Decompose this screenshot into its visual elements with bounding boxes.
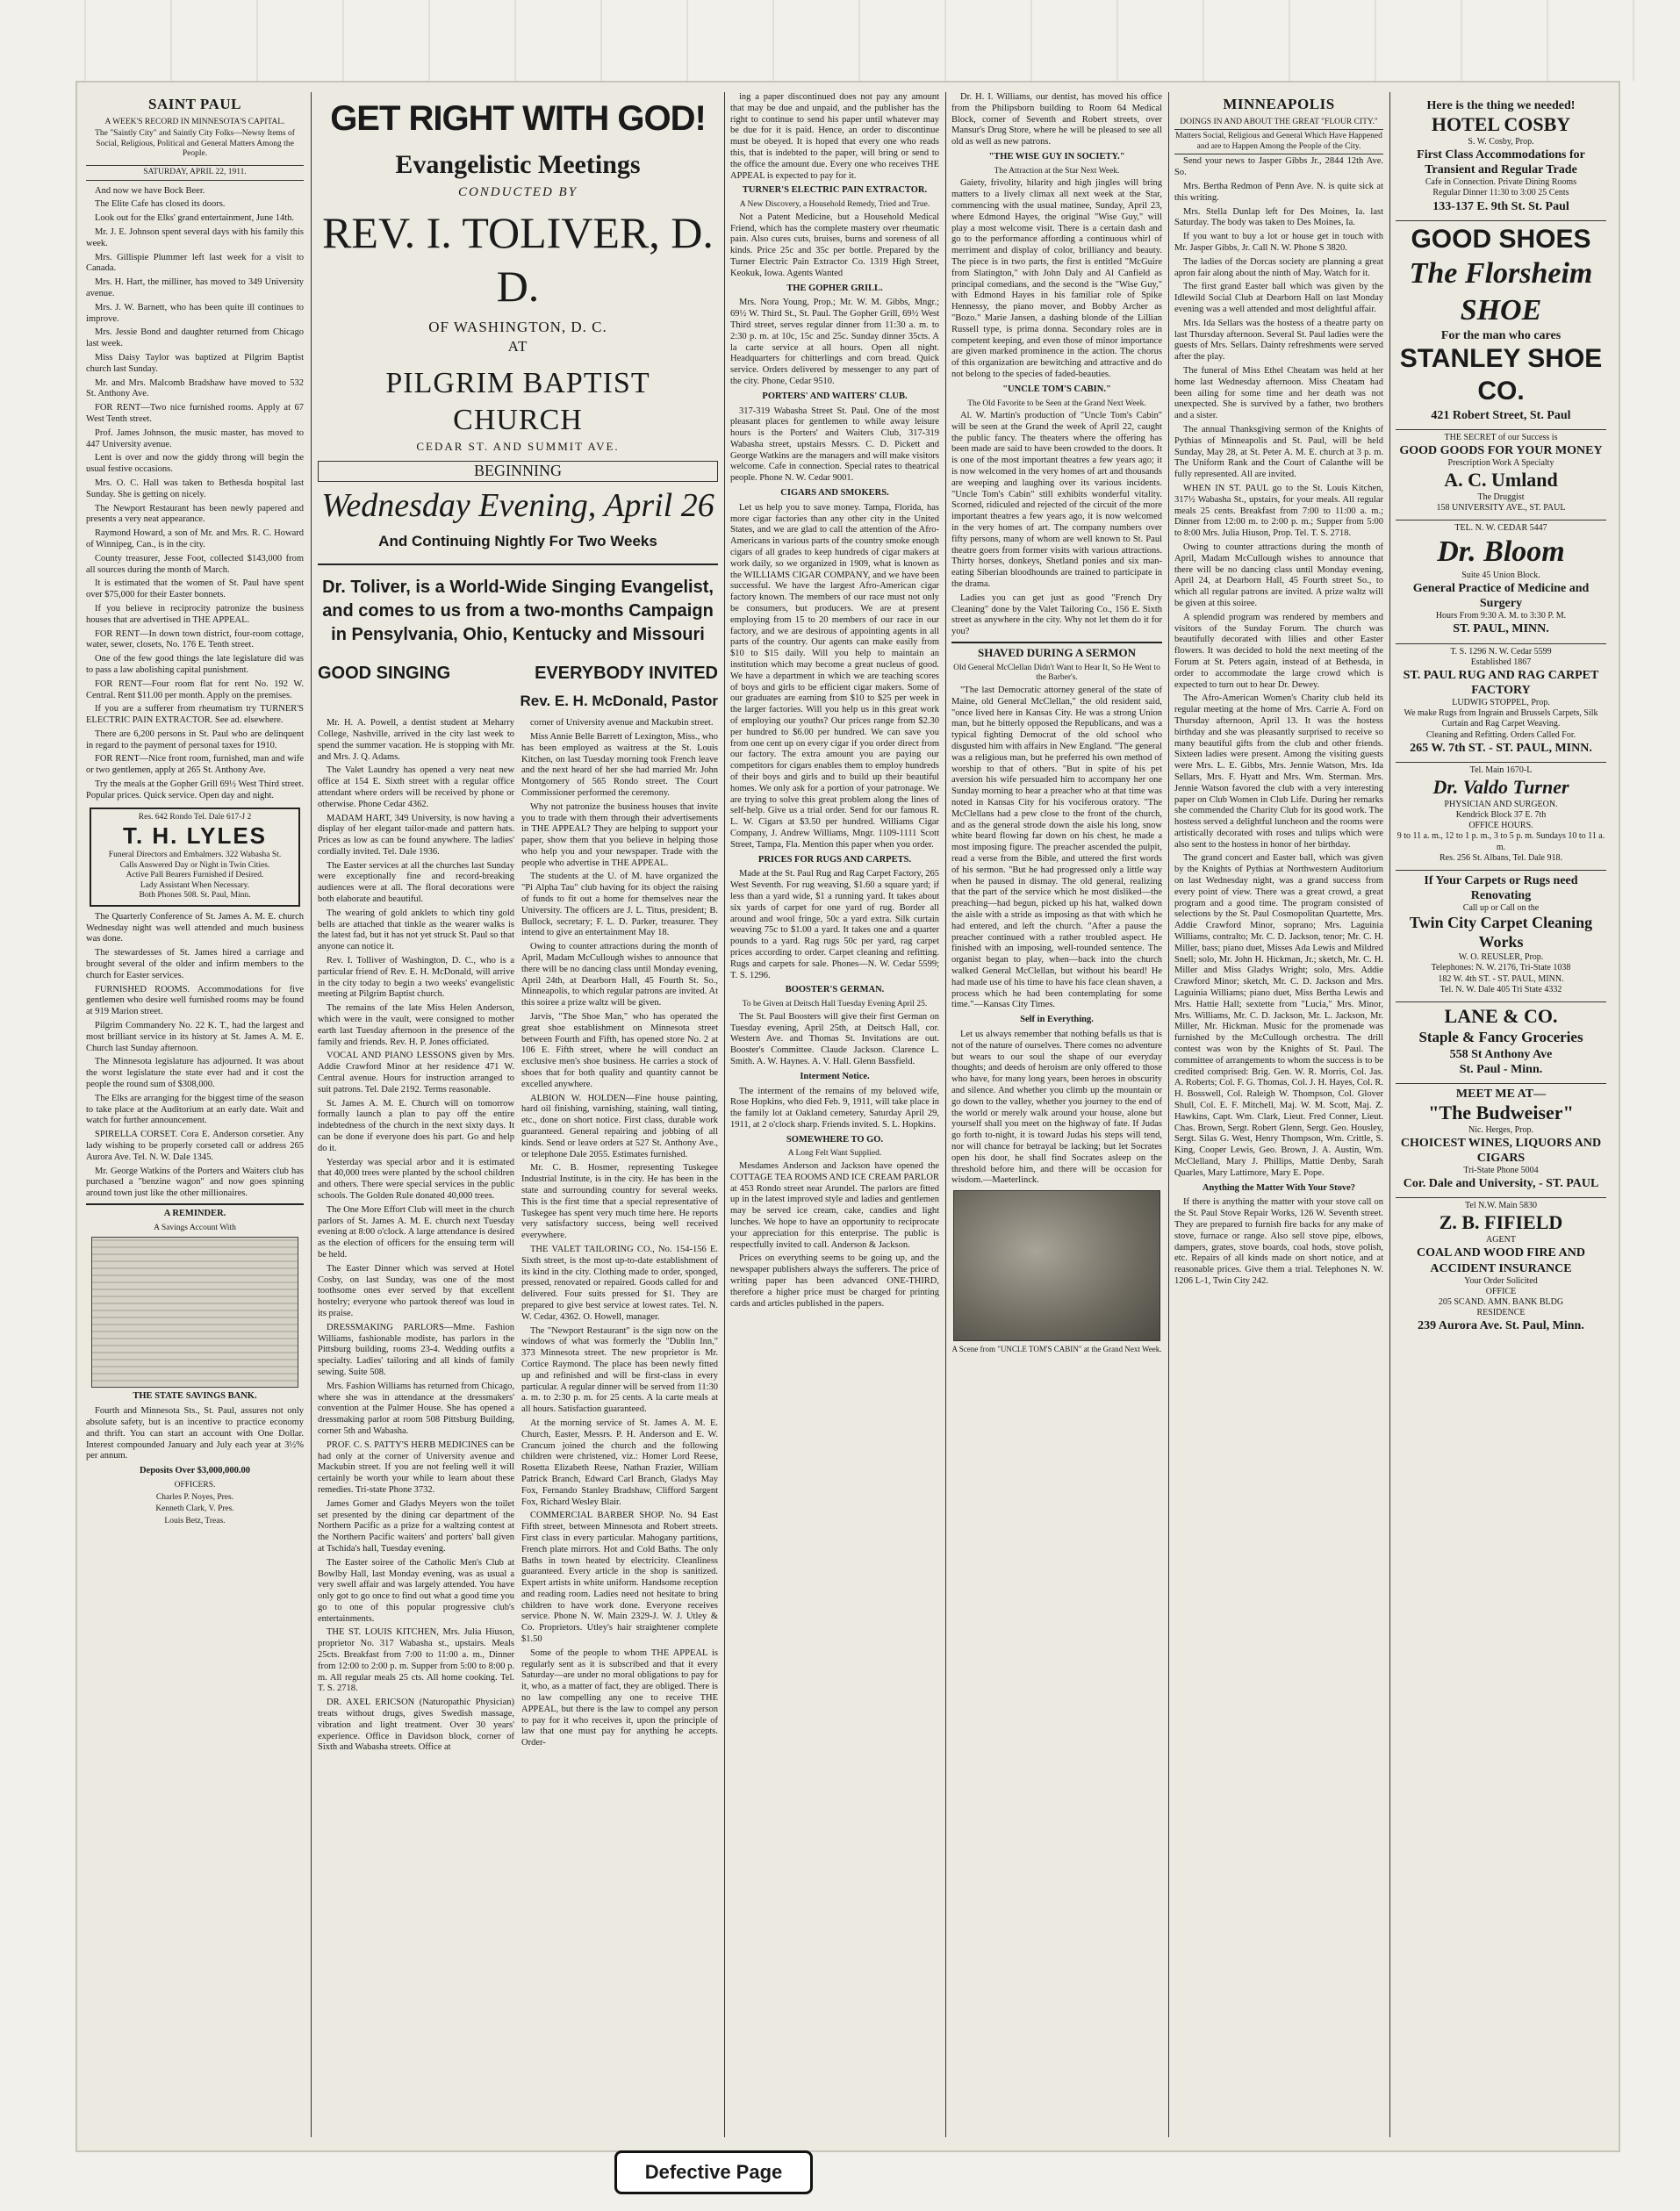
ad-pastor: Rev. E. H. McDonald, Pastor <box>520 693 718 710</box>
news-item: Mrs. Fashion Williams has returned from Chicago, where she was in attendance at the dressmakers' convention at the Palmer House. She has opened a dressmaking parlor at room 508 Pittsburg Building, corner 5th and Wabasha. <box>318 1381 514 1436</box>
ad-invited: EVERYBODY INVITED <box>535 664 718 683</box>
news-item: FOR RENT—Two nice furnished rooms. Apply at 67 West Tenth street. <box>86 403 304 424</box>
bank-officer: Kenneth Clark, V. Pres. <box>155 1504 234 1514</box>
ad-line: Tel. N. W. Dale 405 Tri State 4332 <box>1439 984 1562 994</box>
ad-beginning: BEGINNING <box>318 461 718 482</box>
ad-line: Prescription Work A Specialty <box>1447 457 1554 468</box>
news-item: The Easter services at all the churches last Sunday were exceptionally fine and record-breaking audiences were at all. The floral decorations were both elaborate and beautiful. <box>318 860 514 905</box>
ad-line: The Druggist <box>1477 492 1525 502</box>
budweiser-ad <box>1396 1083 1606 1195</box>
news-item: Mrs. Bertha Redmon of Penn Ave. N. is quite sick at this writing. <box>1174 182 1383 203</box>
ad-line: 182 W. 4th ST. - ST. PAUL, MINN. <box>1438 973 1564 984</box>
dr-turner-ad <box>1396 762 1606 866</box>
news-item: Owing to counter attractions during the month of April, Madam McCullough wishes to announce that there will be no dancing class until Monday evening, April 24, at Dearborn Hall, 45 Fourth street So., to which all regular patrons are invited. A prize waltz will be given at this soiree. <box>1174 542 1383 608</box>
article-text: 317-319 Wabasha Street St. Paul. One of the most pleasant places for gentlemen to while away leisure hours is the Porters' and Waiters Club, 317-319 Wabasha street, upstairs Messrs. C. D. Pickett and George Watkins are the managers and will make visitors welcome. Cafe in connection. Special rates to theatrical people. Phone N. W. Cedar 9001. <box>730 406 939 484</box>
ad-name: "The Budweiser" <box>1428 1101 1574 1123</box>
news-item: Mrs. O. C. Hall was taken to Bethesda hospital last Sunday. She is getting on nicely. <box>86 477 304 499</box>
ad-line: RESIDENCE <box>1476 1308 1526 1318</box>
ad-line: Here is the thing we needed! <box>1426 99 1576 112</box>
article-heading: "THE WISE GUY IN SOCIETY." <box>988 151 1125 162</box>
news-item: The Easter Dinner which was served at Hotel Cosby, on last Sunday, was one of the most toothsome ones ever served by that excellent hostelry; everyone who partook thereof was loud in its praise. <box>318 1263 514 1318</box>
news-item: Mr. J. E. Johnson spent several days with his family this week. <box>86 227 304 248</box>
article-subheading: The Attraction at the Star Next Week. <box>994 166 1120 176</box>
news-item: The One More Effort Club will meet in the church parlors of St. James A. M. E. church next Tuesday evening at 8:00 o'clock. A large attendance is desired as the election of officers for the ensuing term will be held. <box>318 1204 514 1260</box>
ad-line: T. S. 1296 N. W. Cedar 5599 <box>1450 646 1552 657</box>
article-heading: THE GOPHER GRILL. <box>786 283 883 293</box>
column-3 <box>730 92 939 2137</box>
news-item: Mr. and Mrs. Malcomb Bradshaw have moved to 532 St. Anthony Ave. <box>86 377 304 399</box>
news-item: Mr. George Watkins of the Porters and Waiters club has purchased a "benzine wagon" and now goes spinning around town just like the other millionaires. <box>86 1166 304 1199</box>
ad-blurb: Dr. Toliver, is a World-Wide Singing Evangelist, and comes to us from a two-months Campaign in Pensylvania, Ohio, Kentucky and Missouri <box>318 564 718 647</box>
news-item: Jarvis, "The Shoe Man," who has operated the great shoe establishment on Minnesota street between Fourth and Fifth, has opened store No. 2 at 106 E. Fifth street, where he will conduct an exclusive men's shoe business. He carries a stock of shoes that for both quality and quantity cannot be excelled anywhere. <box>521 1012 718 1089</box>
news-item: Mrs. Gillispie Plummer left last week for a visit to Canada. <box>86 252 304 274</box>
article-subheading: To be Given at Deitsch Hall Tuesday Evening April 25. <box>742 1000 928 1009</box>
ad-line: Established 1867 <box>1470 657 1532 667</box>
column-saint-paul <box>86 92 304 2137</box>
news-item: James Gomer and Gladys Meyers won the toilet set presented by the dining car department of the Northern Pacific as a prize for a waltzing contest at the Northern Pacific waiters' and porters' ball given at Tschida's hall, Tuesday evening. <box>318 1498 514 1554</box>
article-text: The interment of the remains of my beloved wife, Rose Hopkins, who died Feb. 9, 1911, will take place in the family lot at Oakland cemetery, Saturday April 29, 1911, at 2 o'clock sharp. Friends invited. S. L. Hopkins. <box>730 1086 939 1130</box>
news-item: Mr. C. B. Hosmer, representing Tuskegee Industrial Institute, is in the city. He has been in the state and surrounding country for several weeks. This is the first time that a special representative of Tuskegee has spent very much time here. He reports very satisfactory success, being well received everywhere. <box>521 1163 718 1241</box>
section-subtitle: A WEEK'S RECORD IN MINNESOTA'S CAPITAL. <box>104 117 285 126</box>
column-minneapolis <box>1174 92 1383 2137</box>
ad-name: The Florsheim SHOE <box>1409 257 1593 327</box>
article-heading: BOOSTER'S GERMAN. <box>785 985 885 995</box>
article-heading: CIGARS AND SMOKERS. <box>780 488 889 499</box>
article-text: The St. Paul Boosters will give their first German on Tuesday evening, April 25th, at Deitsch Hall, cor. Western Ave. and Thomas St. Invitations are out. Booster's Committee. Claude Jackson. Clarence L. Smith. A. W. Haynes. A. V. Hall. Glenn Bassfield. <box>730 1011 939 1066</box>
ad-line: 205 SCAND. AMN. BANK BLDG <box>1438 1296 1564 1307</box>
article-text: Ladies you can get just as good "French Dry Cleaning" done by the Valet Tailoring Co., 156 E. Sixth street as anywhere in the city. Why not let them do it for you? <box>951 592 1162 637</box>
news-item: Try the meals at the Gopher Grill 69½ West Third street. Popular prices. Quick service. Open day and night. <box>86 779 304 800</box>
stanley-shoe-ad <box>1396 220 1606 426</box>
news-item: VOCAL AND PIANO LESSONS given by Mrs. Addie Crawford Minor at her residence 471 W. Central avenue. Hours for instruction arranged to suit patrons. Tel. Dale 2192. Terms reasonable. <box>318 1051 514 1095</box>
news-item: Mrs. J. W. Barnett, who has been quite ill continues to improve. <box>86 302 304 324</box>
news-item: Send your news to Jasper Gibbs Jr., 2844 12th Ave. So. <box>1174 156 1383 178</box>
news-item: Mrs. H. Hart, the milliner, has moved to 349 University avenue. <box>86 277 304 298</box>
ad-line: Call up or Call on the <box>1462 903 1540 914</box>
article-text: If there is anything the matter with your stove call on the St. Paul Stove Repair Works, 126 W. Seventh street. They are prepared to furnish fire backs for any make of stove, furnace or range. Also sell stove pipe, elbows, dampers, grates, stove boards, coal hods, stove polish, etc. Repairs of all kinds made on short notice, and at reasonable prices. Give them a trial. Telephones N. W. 1206 L-1, Twin City 242. <box>1174 1197 1383 1286</box>
ad-at: AT <box>507 338 528 355</box>
news-item: The Newport Restaurant has been newly papered and presents a very neat appearance. <box>86 503 304 525</box>
lyles-name: T. H. LYLES <box>122 822 268 850</box>
ad-line: W. O. REUSLER, Prop. <box>1458 952 1544 963</box>
ad-continuing: And Continuing Nightly For Two Weeks <box>378 533 657 550</box>
uncle-toms-cabin-photo <box>953 1190 1160 1341</box>
reminder-sub: A Savings Account With <box>154 1223 236 1232</box>
umland-druggist-ad <box>1396 429 1606 517</box>
ad-headline: GET RIGHT WITH GOD! <box>330 99 706 138</box>
ad-line: CHOICEST WINES, LIQUORS AND CIGARS <box>1400 1136 1602 1165</box>
ad-line: Tri-State Phone 5004 <box>1463 1165 1539 1175</box>
news-item: The funeral of Miss Ethel Cheatam was held at her home last Wednesday afternoon. Miss Cheatam had been ailing for some time and her death was not unexpected. She is survived by a father, two brothers and a sister. <box>1174 366 1383 421</box>
news-item: Mr. H. A. Powell, a dentist student at Meharry College, Nashville, arrived in the city last week to spend the summer vacation. He is stopping with Mr. and Mrs. J. Q. Adams. <box>318 718 514 762</box>
news-item: The grand concert and Easter ball, which was given by the Knights of Pythias at Northwestern Auditorium on last Wednesday night, was a grand success from every point of view. There was a great crowd, a great program and a good time. The program consisted of selections by the St. Paul Cosmopolitan Quartette, Mrs. Addie Crawford Minor, soprano; Mrs. Laguinia Williams, contralto; Mr. C. D. Jackson, tenor; Mr. C. H. Miller, bass; piano duet, Misses Ada Lewis and Mildred Snell; solo, Mr. John H. Hickman, Jr.; sketch, Mr. C. H. Miller and Miss Gladys Wright; solo, Mrs. Addie Crawford Minor; sketch, Mr. C. D. Jackson and Mrs. Laguinia Williams; piano duet, Miss Bertha Lewis and Mrs. Hattie Hall; sextette from "Lucia," Mrs. Minor, Mrs. Williams, Mr. C. D. Jackson, Mr. L. Jackson, Mr. Miller, Mr. Hickman. Music for the promenade was furnished by the McCullough orchestra. The drill contest was won by the Knights of St. Paul. The committee of arrangements to whom the success is to be credited comprised: Brig. Gen. W. R. Morris, Col. Jas. A. Roberts; Col. F. G. Thomas, Col. J. H. Hayes, Col. R. H. Bosswell, Col. Raleigh W. Thompson, Col. Glover Shull, Col. E. F. Mitchell, Maj. W. M. Scott, Maj. Z. Hawkins, Capt. Wm. Clark, Lieut. Fred Conner, Lieut. Chas. Brown, Sergt. Robert Glenn, Sergt. Geo. Housley, Sergt. Silas G. West, Henry Thompson, Wm. Crittle, S. King, Cooper Lewis, Geo. Brown, J. A. Austin, Wm. McClelland, Mary J. Phillips, Mattie Denby, Sarah Quarles, Mary Lattimore, Mary E. Pope. <box>1174 853 1383 1178</box>
ad-name: Dr. Bloom <box>1437 535 1565 569</box>
bank-officer: Louis Betz, Treas. <box>164 1516 226 1525</box>
news-item: If you are a sufferer from rheumatism try TURNER'S ELECTRIC PAIN EXTRACTOR. See ad. elsewhere. <box>86 704 304 726</box>
news-item: County treasurer, Jesse Foot, collected $143,000 from all sources during the month of March. <box>86 553 304 575</box>
column-rule <box>311 92 312 2137</box>
news-item: Pilgrim Commandery No. 22 K. T., had the largest and most brilliant service in its history at St. James A. M. E. Church last Sunday afternoon. <box>86 1021 304 1053</box>
news-item: FOR RENT—In down town district, four-room cottage, water, sewer, closets, No. 176 E. Tenth street. <box>86 628 304 650</box>
section-subtitle: DOINGS IN AND ABOUT THE GREAT "FLOUR CITY." <box>1180 117 1378 126</box>
lyles-line: Both Phones 508. St. Paul, Minn. <box>139 891 251 901</box>
news-item: Miss Daisy Taylor was baptized at Pilgrim Baptist church last Sunday. <box>86 352 304 374</box>
ad-line: 421 Robert Street, St. Paul <box>1431 408 1571 422</box>
ad-line: 158 UNIVERSITY AVE., ST. PAUL <box>1436 503 1566 513</box>
news-item: PROF. C. S. PATTY'S HERB MEDICINES can be had only at the corner of University avenue and Mackubin street. If you are not feeling well it will certainly be worth your while to learn about these remedies. Tri-state Phone 3732. <box>318 1439 514 1495</box>
section-deck: Matters Social, Religious and General Which Have Happened and are to Happen Among the People of the City. <box>1174 129 1383 154</box>
rug-factory-ad <box>1396 643 1606 758</box>
issue-date: SATURDAY, APRIL 22, 1911. <box>86 165 304 181</box>
ad-line: 239 Aurora Ave. St. Paul, Minn. <box>1418 1319 1584 1333</box>
news-item: And now we have Bock Beer. <box>95 185 205 196</box>
news-item: The Minnesota legislature has adjourned. It was about the worst legislature the state ever had and it cost the people the round sum of $308,000. <box>86 1057 304 1090</box>
news-item: DRESSMAKING PARLORS—Mme. Fashion Williams, fashionable modiste, has parlors in the Pittsburg building, rooms 23-4. Wedding outfits a specialty. Ladies' tailoring and all kinds of family sewing. Suite 508. <box>318 1322 514 1377</box>
column-evangelistic <box>318 92 718 2137</box>
ad-line: OFFICE <box>1485 1286 1517 1296</box>
lyles-line: Calls Answered Day or Night in Twin Cities. <box>119 860 270 870</box>
ad-line: Your Order Solicited <box>1464 1275 1538 1286</box>
article-subheading: A New Discovery, a Household Remedy, Tried and True. <box>739 200 930 210</box>
ad-name: Twin City Carpet Cleaning Works <box>1409 914 1593 951</box>
ad-church: PILGRIM BAPTIST CHURCH <box>385 367 650 436</box>
news-item: Look out for the Elks' grand entertainment, June 14th. <box>95 213 295 224</box>
news-item: Lent is over and now the giddy throng will begin the usual festive occasions. <box>86 453 304 475</box>
ad-name: Z. B. FIFIELD <box>1439 1211 1563 1234</box>
news-item: The "Newport Restaurant" is the sign now on the windows of what was formerly the "Dublin Inn," 373 Minnesota street. The new proprietor is Mr. Cortice Raymond. The place has been newly fitted up and refinished and will be first-class in every particular. A regular dinner will be served from 11:30 a. m. to 2:30 p. m. for 25 cents. A la carte meals at all hours. Satisfaction guaranteed. <box>521 1325 718 1415</box>
news-item: FOR RENT—Four room flat for rent No. 192 W. Central. Rent $11.00 per month. Apply on the premises. <box>86 678 304 700</box>
ad-line: Cleaning and Refitting. Orders Called For. <box>1425 729 1576 740</box>
article-text: "The last Democratic attorney general of the state of Maine, old General McClellan," the old resident said, "once lived here in Kansas City. He was a strong Union man, but he bitterly opposed the Republicans, and was a typical fighting Democrat of the old school who disgusted him with affairs in New England. "The general was a religious man, but he preferred his own method of worship to that of others. "But in spite of his pet aversion his wife persuaded him to accompany her one Sunday morning to hear a preacher who at that time was noted in Kansas City for his vociferous oratory. "The McClellans had a pew close to the front of the church, and as the general strode down the aisle his long, snow white beard flowing far down on his chest, he made a most imposing figure. The preacher ascended the pulpit, read a verse from the Bible, and uttered the first words of his sermon. "But he had progressed only a little way when he paused in dismay. The old general, realizing that the part of the service which he most disliked—the preaching—had begun, picked up his hat, walked down the aisle with a stride as imposing as that with which he had entered, and left the church. "After a pause the preacher continued with a rather troubled aspect. He finished with an imposing, well-rounded sentence. The organist began to play, when—back into the church walked General McClellan, but without his beard! He had made use of his time to have his face clean shaven, a process which he had been contemplating for some time."—Kansas City Times. <box>951 686 1162 1010</box>
news-item: ALBION W. HOLDEN—Fine house painting, hard oil finishing, varnishing, staining, wall tinting, etc., done on short notice. First class, durable work guaranteed. General repairing and jobbing of all kinds. Send or leave orders at 527 St. Anthony Ave., or telephone Dale 2055. Estimates furnished. <box>521 1093 718 1159</box>
news-item: The Elks are arranging for the biggest time of the season to take place at the Auditorium at an early date. Wait and watch for further announcement. <box>86 1093 304 1126</box>
lyles-ad <box>90 808 300 907</box>
news-item: Some of the people to whom THE APPEAL is regularly sent as it is subscribed and that it every Saturday—are under no moral obligations to pay for it, who, as a matter of fact, they are obliged. There is no law compelling any one to receive THE APPEAL, but there is the law to compel any person to pay for it who receives it, upon the principle of law that one must pay for anything he accepts. Order- <box>521 1647 718 1748</box>
carpet-cleaning-ad <box>1396 870 1606 998</box>
ad-line: For the man who cares <box>1440 329 1562 343</box>
ad-date: Wednesday Evening, April 26 <box>321 486 714 524</box>
ad-line: We make Rugs from Ingrain and Brussels Carpets, Silk Curtain and Rag Carpet Weaving. <box>1404 708 1598 729</box>
bank-name: THE STATE SAVINGS BANK. <box>133 1391 257 1402</box>
news-item: FOR RENT—Nice front room, furnished, man and wife or two gentlemen, apply at 265 St. Anthony Ave. <box>86 754 304 776</box>
ad-line: St. Paul - Minn. <box>1459 1062 1543 1076</box>
ad-line: AGENT <box>1486 1235 1516 1245</box>
ad-line: Tel. Main 1670-L <box>1469 765 1533 775</box>
news-item: Miss Annie Belle Barrett of Lexington, Miss., who has been employed as waitress at the St. Louis Kitchen, on last Tuesday morning took French leave and the next heard of her she had married Mr. John Montgomery of 565 Rondo street. The Court Commissioner performed the ceremony. <box>521 731 718 798</box>
article-subheading: A Long Felt Want Supplied. <box>787 1149 882 1159</box>
ad-reverend: REV. I. TOLIVER, D. D. <box>322 207 714 311</box>
ad-line: General Practice of Medicine and Surgery <box>1412 582 1590 611</box>
ad-line: 558 St Anthony Ave <box>1449 1047 1553 1061</box>
article-heading: PORTERS' AND WAITERS' CLUB. <box>762 391 908 401</box>
column-2-left <box>318 718 514 1756</box>
bank-officer: Charles P. Noyes, Pres. <box>155 1492 234 1502</box>
article-text: Al. W. Martin's production of "Uncle Tom's Cabin" will be seen at the Grand the week of April 22, caught the public fancy. The theaters where the offering has been made are said to have been crowded to the doors. It is one of the most important theatres a few years ago; it is now welcomed in the very homes of art and thousands are weeping and laughing over its various incidents. "Uncle Tom's Cabin" still exhibits wonderful vitality. Scorned, ridiculed and rejected of the circuit of the more important theatres a few years ago, it is now welcomed in the very homes of art. The company numbers over fifty persons, many of whom are well known to St. Paul theatre goers from former visits with various attractions. Thirty horses, donkeys, Shetland ponies and six man-eating Siberian bloodhounds are trained to participate in the drama. <box>951 411 1162 590</box>
ad-name: HOTEL COSBY <box>1431 113 1571 136</box>
article-text: Not a Patent Medicine, but a Household Medical Friend, which has the complete mastery over rheumatic pain. Also cures cuts, bruises, burns and soreness of all kinds. Price 25c and 35c per bottle. Prepared by the Turner Electric Pain Extractor Co. 1319 High Street, Keokuk, Iowa. Agents Wanted <box>730 212 939 278</box>
ad-line: Tel N.W. Main 5830 <box>1465 1201 1537 1211</box>
ad-line: ST. PAUL, MINN. <box>1453 622 1549 636</box>
ad-name: Dr. Valdo Turner <box>1432 776 1569 799</box>
ad-line: If Your Carpets or Rugs need Renovating <box>1424 874 1578 903</box>
lyles-line: Active Pall Bearers Furnished if Desired. <box>126 871 264 880</box>
ad-line: 133-137 E. 9th St. St. Paul <box>1432 199 1569 213</box>
news-item: The Quarterly Conference of St. James A. M. E. church Wednesday night was well attended and much business was done. <box>86 911 304 944</box>
news-item: At the morning service of St. James A. M. E. Church, Easter, Messrs. P. H. Anderson and E. W. Crancum joined the church and the following children were christened, viz.: Homer Lord Reese, Rosetta Elizabeth Reese, Nathan Frazier, William Patrick Branch, Edward Carl Branch, Gladys May Fox, Fernando Stanley Bradshaw, Clifford Sargent Fox, Richard Wesley Blair. <box>521 1418 718 1507</box>
ad-meetings: Evangelistic Meetings <box>395 149 641 179</box>
news-item: WHEN IN ST. PAUL go to the St. Louis Kitchen, 317½ Wabasha St., upstairs, for your meals. All regular meals 25 cents. Breakfast from 7:00 to 11:00 a. m.; Dinner from 12:00 m. to 2:00 p. m.; Supper from 5:00 to 8:00 Mrs. Julia Hiuson, Prop. Tel. T. S. 2718. <box>1174 483 1383 539</box>
article-text: Mesdames Anderson and Jackson have opened the COTTAGE TEA ROOMS AND ICE CREAM PARLOR at 453 Rondo street near Arundel. The parlors are fitted up in the latest improved style and ladies and gentlemen may be served ice cream, cake, candies and light lunches. We hope to have an opportunity to reciprocate your appreciation for this enterprise. The public is respectfully invited to call. Anderson & Jackson. <box>730 1161 939 1250</box>
news-item: It is estimated that the women of St. Paul have spent over $75,000 for their Easter bonnets. <box>86 578 304 600</box>
lane-groceries-ad <box>1396 1001 1606 1080</box>
news-item: THE VALET TAILORING CO., No. 154-156 E. Sixth street, is the most up-to-date establishment of its kind in the city. Clothing made to order, sponged, pressed, renovated or repaired. Goods called for and delivered. Four suits pressed for $1. They are prepared to give best service at lowest rates. Tel. N. W. Cedar, 4362. O. Howell, manager. <box>521 1244 718 1322</box>
news-item: St. James A. M. E. Church will on tomorrow formally launch a plan to pay off the entire indebtedness of the church in the next sixty days. It can be done if everyone does his part. Go and help do it. <box>318 1098 514 1153</box>
ad-footer-row <box>318 663 718 684</box>
ad-line: S. W. Cosby, Prop. <box>1468 136 1534 147</box>
news-item: corner of University avenue and Mackubin street. <box>530 718 714 729</box>
ad-line: Regular Dinner 11:30 to 3:00 25 Cents <box>1432 188 1569 198</box>
column-2-body <box>318 718 718 1756</box>
lyles-phones: Res. 642 Rondo Tel. Dale 617-J 2 <box>138 812 252 822</box>
ad-name: A. C. Umland <box>1444 469 1558 492</box>
article-subheading: Old General McClellan Didn't Want to Hear It, So He Went to the Barber's. <box>953 663 1160 683</box>
article-text: Let us help you to save money. Tampa, Florida, has more cigar factories than any other city in the United States, and we are glad to call the attention of the Afro-Americans in various parts of the country smoke enough cigars of all grades to keep hundreds of cigar makers at work daily, so we organized in 1909, what is known as the WILLIAMS CIGAR COMPANY, and we have been successful. We have the largest Afro-American cigar factory known. The members of our race must not only be consumers, but producers. We are at present employing from 15 to 20 members of our race in our factory, and we are desirous of appointing agents in all parts of the country. Our agents can make easily from $10 to $15 daily. Will you help to maintain an institution which may become a great nucleus of good. We have a department in which we are teaching scores of boys and girls to be efficient cigar makers. Some of our graduates are earning from $10 to $25 per week in the larger factories. Will you help us in this great work of employing our youths? Our prices range from $2.30 per hundred to $6.00 per hundred. We can save you from one cent up on every cigar if you order direct from our factory. The extra amount you are paying our competitors for cigars enables them to employ hundreds of their boys and girls and to build up their beautiful homes. We only ask for a portion of your patronage. We are trying to solve this great problem along the lines of self-help. Give us a trial order. Send for our famous R. L. W. Cigars at $3.50 per hundred. Williams Cigar Company, J. Andrew Williams, Mngr. 1109-1111 Scott Street, Tampa, Fla. Mention this paper when you order. <box>730 502 939 850</box>
bank-officers-title: OFFICERS. <box>174 1480 216 1490</box>
news-item: Owing to counter attractions during the month of April, Madam McCullough wishes to announce that there will be no dancing class until Monday evening, April 24th, at Dearborn Hall, 45 Fourth St. So., Minneapolis, to which regular patrons are invited. At this soiree a prize waltz will be given. <box>521 942 718 1009</box>
column-rule <box>1389 92 1390 2137</box>
fifield-insurance-ad <box>1396 1197 1606 1336</box>
news-item: Mrs. Jessie Bond and daughter returned from Chicago last week. <box>86 327 304 349</box>
news-item: DR. AXEL ERICSON (Naturopathic Physician) treats without drugs, gives Swedish massage, vibration and light treatment. Over 30 years' experience. Office in Davidson block, corner of Sixth and Wabasha streets. Office at <box>318 1698 514 1753</box>
news-item: The Afro-American Women's Charity club held its regular meeting at the home of Mrs. Carrie A. Ford on Thursday afternoon, April 13. It was the hostess birthday and she was pleasantly surprised to receive so many beautiful gifts from the club and other friends. Sixteen ladies were present. Among the visiting guests were Mrs. L. E. Gibbs, Mrs. Jennie Watson, Mrs. Ida Sellars, Mrs. F. Hyatt and Mrs. Wm. Sterman. Mrs. Jennie Watson favored the club with a very interesting paper on Club Women in Club Life. During her remarks she commended the Charity Club for its good work. The hostess served a delightful luncheon and the rooms were artistically decorated with roses and tulips which were also sent to the hostess in honor of her birthday. <box>1174 693 1383 850</box>
article-heading: TURNER'S ELECTRIC PAIN EXTRACTOR. <box>742 185 928 196</box>
news-item: SPIRELLA CORSET. Cora E. Anderson corsetier. Any lady wishing to be properly corseted call or address 265 Aurora Ave. Tel. N. W. Dale 1345. <box>86 1130 304 1162</box>
ad-line: Hours From 9:30 A. M. to 3:30 P. M. <box>1435 611 1567 621</box>
article-text: Prices on everything seems to be going up, and the newspaper publishers always the sufferers. The price of writing paper has been advanced ONE-THIRD, therefore a higher price must be charged for printing cards and articles published in the papers. <box>730 1253 939 1309</box>
news-item: The ladies of the Dorcas society are planning a great apron fair along about the ninth of May. Watch for it. <box>1174 256 1383 278</box>
ad-line: MEET ME AT— <box>1455 1087 1547 1101</box>
article-heading: "UNCLE TOM'S CABIN." <box>1002 384 1111 394</box>
ad-line: OFFICE HOURS. <box>1468 821 1533 831</box>
bank-deposits: Deposits Over $3,000,000.00 <box>139 1466 251 1476</box>
article-heading: SHAVED DURING A SERMON <box>951 642 1162 660</box>
ad-line: STANLEY SHOE CO. <box>1399 344 1603 406</box>
defective-page-stamp: Defective Page <box>614 2150 813 2194</box>
news-item: A splendid program was rendered by members and visitors of the Sunday Forum. The church was beautifully decorated with lilies and other Easter flowers. It was decided to hold the next meeting of the Forum at St. Peters again, instead of at Bethesda, in order to accommodate the large crowd which is expected to turn out to hear Dr. Dewey. <box>1174 612 1383 690</box>
news-items-2 <box>86 912 304 1200</box>
article-text: Let us always remember that nothing befalls us that is not of the nature of ourselves. There comes no adventure but wears to our soul the shape of our everyday thoughts; and deeds of heroism are only offered to those who have, for many long years, been heroes in obscurity and silence. And whether you climb up the mountain or go down to the valley, whether you journey to the end of the world or merely walk around your house, alone but yourself shall you meet on the highway of fate. If Judas go forth to-night, it is toward Judas his steps will tend, nor will chance for betrayal be lacking; but let Socrates open his door, he shall find Socrates asleep on the threshold before him, and there will be occasion for wisdom.—Maeterlinck. <box>951 1029 1162 1186</box>
column-2-right <box>521 718 718 1756</box>
scan-grid-strip <box>0 0 1680 81</box>
ad-line: 265 W. 7th ST. - ST. PAUL, MINN. <box>1410 741 1592 755</box>
ad-line: Staple & Fancy Groceries <box>1418 1028 1583 1045</box>
news-items <box>86 186 304 802</box>
news-item: The remains of the late Miss Helen Anderson, which were in the vault, were consigned to mother earth last Tuesday afternoon in the presence of the family and friends. Rev. H. P. Jones officiated. <box>318 1003 514 1047</box>
article-heading: Anything the Matter With Your Stove? <box>1202 1182 1356 1193</box>
news-item: The wearing of gold anklets to which tiny gold bells are attached that tinkle as the wearer walks is the latest fad, but it has not yet struck St. Paul so that anyone can notice it. <box>318 908 514 952</box>
ad-line: 9 to 11 a. m., 12 to 1 p. m., 3 to 5 p. m. Sundays 10 to 11 a. m. <box>1396 831 1605 852</box>
article-text: ing a paper discontinued does not pay any amount that may be due and unpaid, and the publisher has the right to continue to send his paper until whatever may be due for it is paid. Hence, an order to discontinue must be obeyed. It is hoped that every one who reads this, that is indebted to the paper, will bring or send to the office the amount due. Every one who receives THE APPEAL is expected to pay for it. <box>730 92 939 181</box>
ad-line: PHYSICIAN AND SURGEON. <box>1444 799 1558 809</box>
news-item: The first grand Easter ball which was given by the Idlewild Social Club at Dearborn Hall on last Monday evening was a well attended and most delightful affair. <box>1174 282 1383 315</box>
news-item: One of the few good things the late legislature did was to pass a law abolishing capital punishment. <box>86 654 304 675</box>
news-item: If you believe in reciprocity patronize the business houses that are advertised in THE APPEAL. <box>86 603 304 625</box>
news-item: Prof. James Johnson, the music master, has moved to 447 University avenue. <box>86 427 304 449</box>
section-title: SAINT PAUL <box>148 96 241 112</box>
news-item: COMMERCIAL BARBER SHOP. No. 94 East Fifth street, between Minnesota and Robert streets. First class in every particular. Mahogany partitions, French plate mirrors. Hot and Cold Baths. The only Baths in town heated by electricity. Cleanliness guaranteed. Every article in the shop is sanitized. Expert artists in white uniform. Handsome reception and reading room. Ladies need not hesitate to bring children to have work done. Everyone receives service. Phone N. W. Main 2329-J. W. J. Utley & Co. Proprietors. Utley's hair straightener complete $1.50 <box>521 1511 718 1645</box>
news-item: The Valet Laundry has opened a very neat new office at 154 E. Sixth street with a regular office attendant where orders will be received by phone or otherwise. Phone Cedar 4362. <box>318 765 514 809</box>
ad-location: CEDAR ST. AND SUMMIT AVE. <box>416 440 620 454</box>
ad-line: First Class Accommodations for Transient and Regular Trade <box>1417 148 1585 177</box>
ad-line: Kendrick Block 37 E. 7th <box>1455 810 1547 821</box>
ad-line: LUDWIG STOPPEL, Prop. <box>1452 698 1550 708</box>
column-rule <box>945 92 946 2137</box>
news-item: Yesterday was special arbor and it is estimated that 40,000 trees were planted by the school children and others. There were special services in the public schools. The Golden Rule donated 40,000 trees. <box>318 1157 514 1201</box>
ad-line: Telephones: N. W. 2176, Tri-State 1038 <box>1431 963 1571 973</box>
article-text: Dr. H. I. Williams, our dentist, has moved his office from the Philipsborn building to Room 64 Medical Block, corner of Seventh and Robert streets, over Mansur's Drug Store, where he will be pleased to see all old as well as new patrons. <box>951 92 1162 147</box>
article-subheading: The Old Favorite to be Seen at the Grand Next Week. <box>967 398 1146 408</box>
news-item: Raymond Howard, a son of Mr. and Mrs. R. C. Howard of Winnipeg, Can., is in the city. <box>86 528 304 549</box>
ad-of: OF WASHINGTON, D. C. <box>428 318 607 335</box>
column-rule <box>1168 92 1169 2137</box>
news-item: Mrs. Ida Sellars was the hostess of a theatre party on last Thursday afternoon. Several St. Paul ladies were the guests of Mrs. Sellars. Dainty refreshments were served after the play. <box>1174 318 1383 363</box>
ad-good-singing: GOOD SINGING <box>318 664 451 683</box>
article-text: Made at the St. Paul Rug and Rag Carpet Factory, 265 West Seventh. For rug weaving, $1.60 a square yard; if less than a yard wide, $1 a running yard. It takes about six yards of carpet for one yard of rug. Border all around and wool fringe, 50c a yard extra. Silk curtain weaving 75c to $1.00 a yard. It takes one and a quarter pounds to a yard. Rag rugs 50c per yard, rag carpet prices according to order. Carpet cleaning and refitting. Rugs and carpets for sale. Phones—N. W. Cedar 5599; T. S. 1296. <box>730 869 939 980</box>
hotel-cosby-ad <box>1396 96 1606 217</box>
reminder-title: A REMINDER. <box>86 1203 304 1220</box>
lyles-line: Lady Assistant When Necessary. <box>140 880 250 890</box>
article-heading: Self in Everything. <box>1020 1015 1094 1025</box>
news-item: MADAM HART, 349 University, is now having a display of her elegant tailor-made and pattern hats. Prices as low as can be found anywhere. The ladies' cordially invited. Tel. Dale 1936. <box>318 813 514 857</box>
ad-line: GOOD GOODS FOR YOUR MONEY <box>1399 443 1603 457</box>
ad-line: Cor. Dale and University, - ST. PAUL <box>1403 1177 1599 1191</box>
article-heading: PRICES FOR RUGS AND CARPETS. <box>757 854 912 865</box>
news-item: The stewardesses of St. James hired a carriage and brought several of the older and infirm members to the church for Easter services. <box>86 948 304 980</box>
article-heading: Interment Notice. <box>800 1071 870 1081</box>
news-item: THE ST. LOUIS KITCHEN, Mrs. Julia Hiuson, proprietor No. 317 Wabasha st., upstairs. Meals 25cts. Breakfast from 7:00 to 11:00 a. m., Dinner from 12:00 to 2:00 p. m. Supper from 5:00 to 8:00 p. m. All regular meals 25 cts. All home cooking. Tel. T. S. 2718. <box>318 1627 514 1694</box>
column-ads <box>1396 92 1606 2137</box>
lyles-line: Funeral Directors and Embalmers. 322 Wabasha St. <box>108 850 282 859</box>
news-item: The annual Thanksgiving sermon of the Knights of Pythias of Minneapolis and St. Paul, will be held Sunday, May 28, at St. Peter A. M. E. church at 3 p. m. The Uniform Rank and the Court of Calanthe will be fully represented. All are invited. <box>1174 425 1383 480</box>
ad-line: GOOD SHOES <box>1411 224 1591 254</box>
section-title: MINNEAPOLIS <box>1223 96 1335 112</box>
section-deck: The "Saintly City" and Saintly City Folks—Newsy Items of Social, Religious, Political and General Matters Among the People. <box>95 129 295 159</box>
ad-line: THE SECRET of our Success is <box>1444 432 1558 442</box>
evangelistic-ad <box>318 97 718 711</box>
news-item: Mrs. Stella Dunlap left for Des Moines, Ia. last Saturday. The body was taken to Des Moines, Ia. <box>1174 206 1383 228</box>
news-item: If you want to buy a lot or house get in touch with Mr. Jasper Gibbs, Jr. Call N. W. Phone S 3820. <box>1174 232 1383 254</box>
news-item: The Easter soiree of the Catholic Men's Club at Bowlby Hall, last Monday evening, was as usual a very swell affair and was largely attended. You have only got to go once to find out what a good time you go to one of this popular progressive club's entertainments. <box>318 1557 514 1624</box>
news-item: The students at the U. of M. have organized the "Pi Alpha Tau" club having for its object the raising of funds to fit out a home for themselves near the University. The officers are J. L. Titus, president; B. Bullock, secretary; F. L. D. Parker, treasurer. They intend to give an entertainment May 18. <box>521 872 718 938</box>
article-text: Mrs. Nora Young, Prop.; Mr. W. M. Gibbs, Mngr.; 69½ W. Third St., St. Paul. The Gopher Grill, 69½ West Third street, serves regular dinner from 11:30 a. m. to 2:30 p. m. at 10c, 15c and 25c. Sunday dinner 35cts. A la carte service at all hours. Open all night. Headquarters for chitterlings and corn bread. Quick service. Orders delivered by messenger to any part of the city. Phone, Cedar 9510. <box>730 298 939 386</box>
ad-name: ST. PAUL RUG AND RAG CARPET FACTORY <box>1403 668 1599 697</box>
ad-line: Res. 256 St. Albans, Tel. Dale 918. <box>1439 852 1562 863</box>
ad-line: Suite 45 Union Block. <box>1461 570 1540 580</box>
ad-conducted: CONDUCTED BY <box>457 185 578 200</box>
ad-line: COAL AND WOOD FIRE AND ACCIDENT INSURANCE <box>1417 1246 1585 1275</box>
column-4 <box>951 92 1162 2137</box>
article-text: Gaiety, frivolity, hilarity and high jingles will bring matters to a lively climax all next week at the Star, commencing with the usual matinee, Sunday, April 23, where Edmond Hayes, the original "Wise Guy," will play a most welcome visit. There is a certain dash and go to the performance affording a continuous whirl of merriment and display of color, brilliancy and beauty. The piece is in two parts, the first is entitled "McGuire from Slatington," with John Daly and Al Canfield as principal comedians, and the second is the "Wise Guy," with Edmond Hayes in his familiar role of Spike Hennessy, the piano mover, and Bobby Archer as "Bozo." Marie Jansen, a dashing blonde of the Lillian Russell type, is prima donna. Secondary roles are in competent keeping, and even those of minor importance are given marked prominence in the action. The chorus of this organization are bewitching and attractive and do not belong to the species of faded-beauties. <box>951 178 1162 379</box>
ad-name: LANE & CO. <box>1444 1005 1558 1027</box>
ad-line: TEL. N. W. CEDAR 5447 <box>1454 523 1547 534</box>
article-heading: SOMEWHERE TO GO. <box>786 1134 884 1145</box>
news-item: Why not patronize the business houses that invite you to trade with them through their advertisements in THE APPEAL? They are helping to support your paper, show them that you believe in helping those who help you and your newspaper. Trade with the people who advertise in THE APPEAL. <box>521 801 718 868</box>
ad-line: Nic. Herges, Prop. <box>1468 1124 1533 1135</box>
column-rule <box>724 92 725 2137</box>
news-item: There are 6,200 persons in St. Paul who are delinquent in regard to the payment of personal taxes for 1910. <box>86 729 304 750</box>
news-item: The Elite Cafe has closed its doors. <box>95 199 226 210</box>
news-items <box>1174 156 1383 1179</box>
bank-building-illustration <box>91 1237 298 1388</box>
photo-caption: A Scene from "UNCLE TOM'S CABIN" at the Grand Next Week. <box>951 1345 1162 1354</box>
ad-line: Cafe in Connection. Private Dining Rooms <box>1425 177 1577 188</box>
news-item: FURNISHED ROOMS. Accommodations for five gentlemen who desire well furnished rooms may be found at 919 Marion street. <box>86 984 304 1017</box>
bank-text: Fourth and Minnesota Sts., St. Paul, assures not only absolute safety, but is an incentive to practice economy and thrift. You can start an account with One Dollar. Interest compounded January and July each year at 3½% per annum. <box>86 1406 304 1461</box>
news-item: Rev. I. Tolliver of Washington, D. C., who is a particular friend of Rev. E. H. McDonald, will arrive in the city today to begin a two weeks' evangelistic meeting at Pilgrim Baptist church. <box>318 956 514 1000</box>
dr-bloom-ad <box>1396 520 1606 639</box>
